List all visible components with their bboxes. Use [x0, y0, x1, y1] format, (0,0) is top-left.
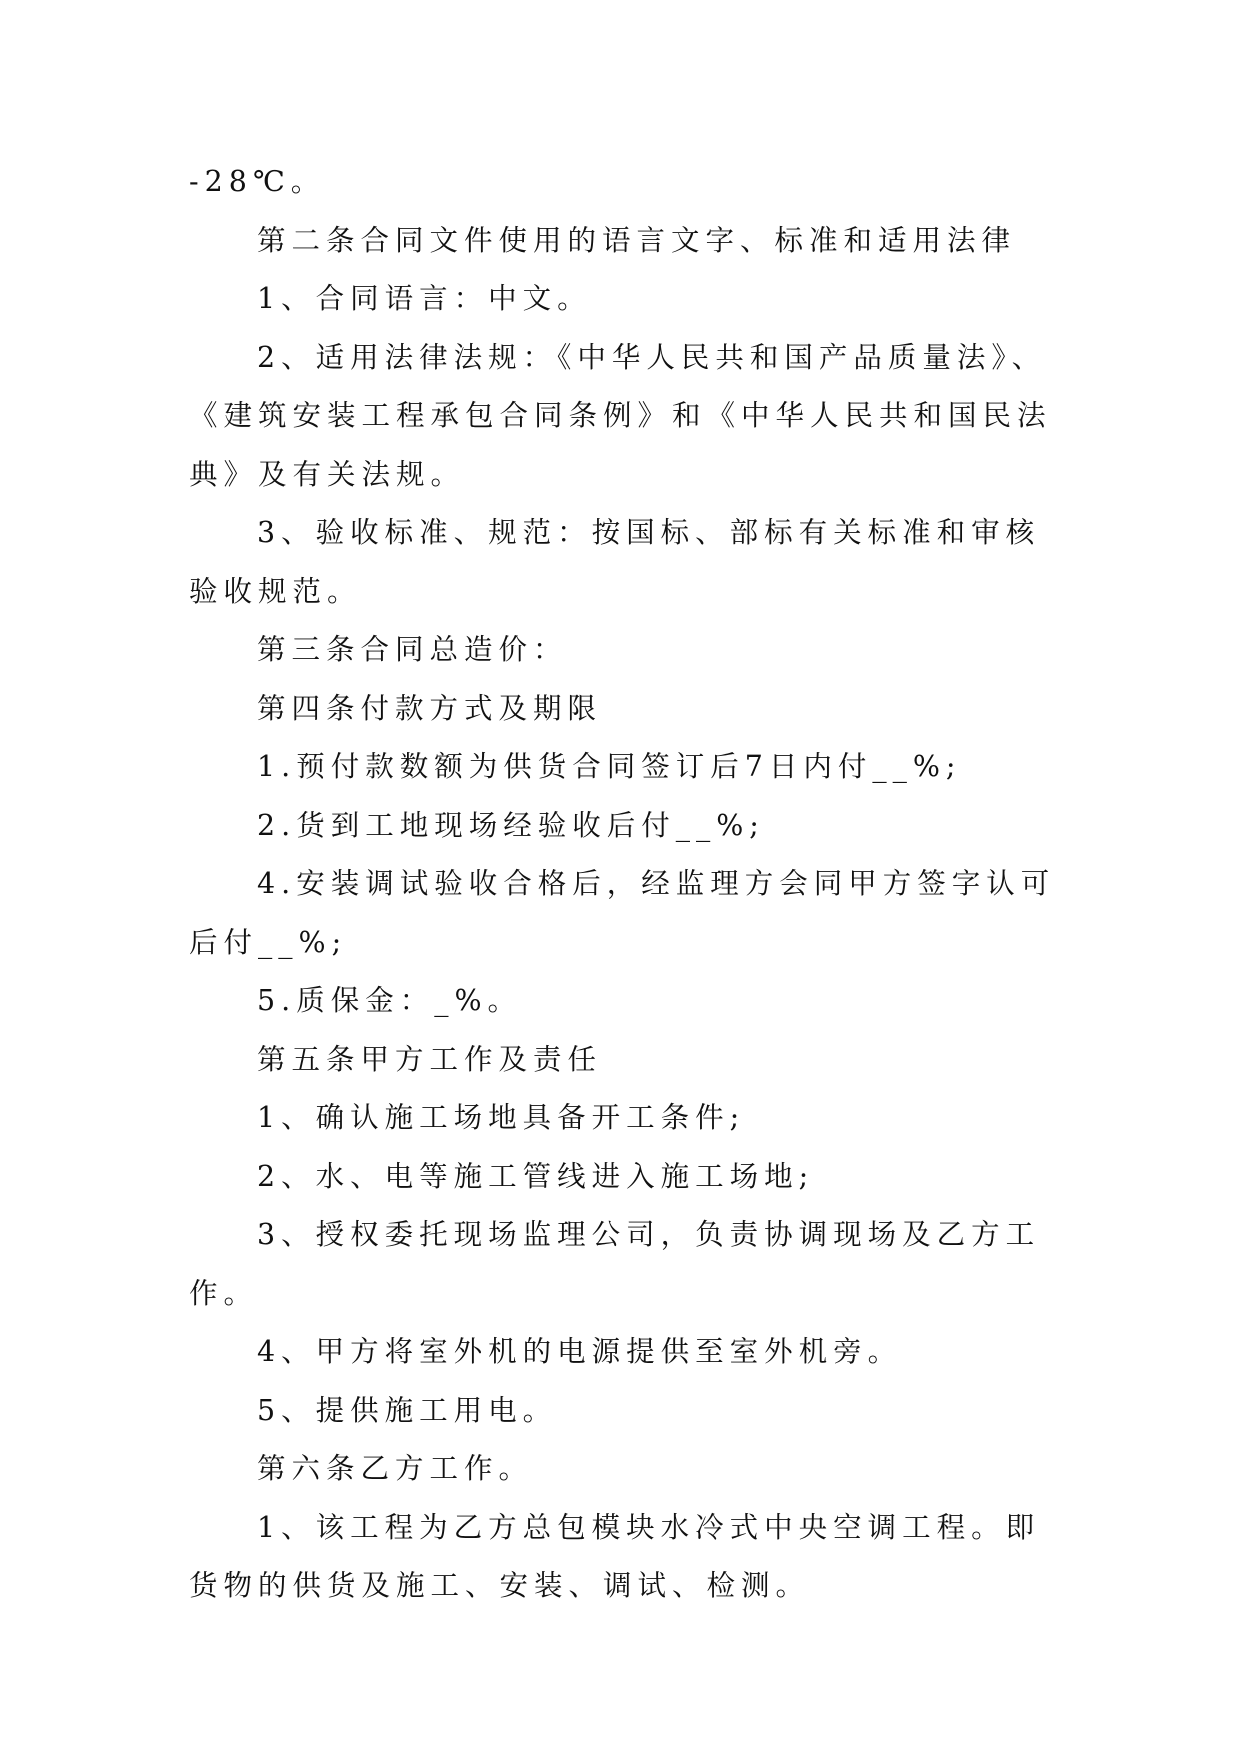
paragraph-temperature: -28℃。 [189, 165, 326, 198]
article-2-item-1: 1、合同语言：中文。 [257, 282, 592, 315]
article-4-item-1: 1.预付款数额为供货合同签订后7日内付__%; [257, 750, 962, 783]
article-5-item-2: 2、水、电等施工管线进入施工场地; [257, 1159, 815, 1193]
article-6-heading: 第六条乙方工作。 [257, 1452, 534, 1485]
article-5-heading: 第五条甲方工作及责任 [257, 1042, 603, 1076]
article-5-item-1: 1、确认施工场地具备开工条件; [257, 1101, 746, 1134]
article-4-item-5: 5.质保金：_%。 [257, 984, 523, 1017]
document-body [189, 153, 1069, 1616]
article-4-item-2: 2.货到工地现场经验收后付__%; [257, 808, 765, 842]
article-4-item-4: 4.安装调试验收合格后，经监理方会同甲方签字认可后付__%; [189, 867, 1056, 959]
article-2-item-3: 3、验收标准、规范：按国标、部标有关标准和审核验收规范。 [189, 516, 1041, 608]
article-3-heading: 第三条合同总造价： [257, 633, 568, 666]
article-2-heading: 第二条合同文件使用的语言文字、标准和适用法律 [257, 223, 1017, 257]
article-5-item-3: 3、授权委托现场监理公司，负责协调现场及乙方工作。 [189, 1218, 1041, 1310]
article-2-item-2: 2、适用法律法规：《中华人民共和国产品质量法》、《建筑安装工程承包合同条例》和《中华人民共和国民法典》及有关法规。 [189, 340, 1052, 491]
article-5-item-5: 5、提供施工用电。 [257, 1393, 558, 1427]
article-4-heading: 第四条付款方式及期限 [257, 691, 603, 725]
article-5-item-4: 4、甲方将室外机的电源提供至室外机旁。 [257, 1335, 903, 1368]
article-6-item-1: 1、该工程为乙方总包模块水冷式中央空调工程。即货物的供货及施工、安装、调试、检测。 [189, 1510, 1041, 1602]
